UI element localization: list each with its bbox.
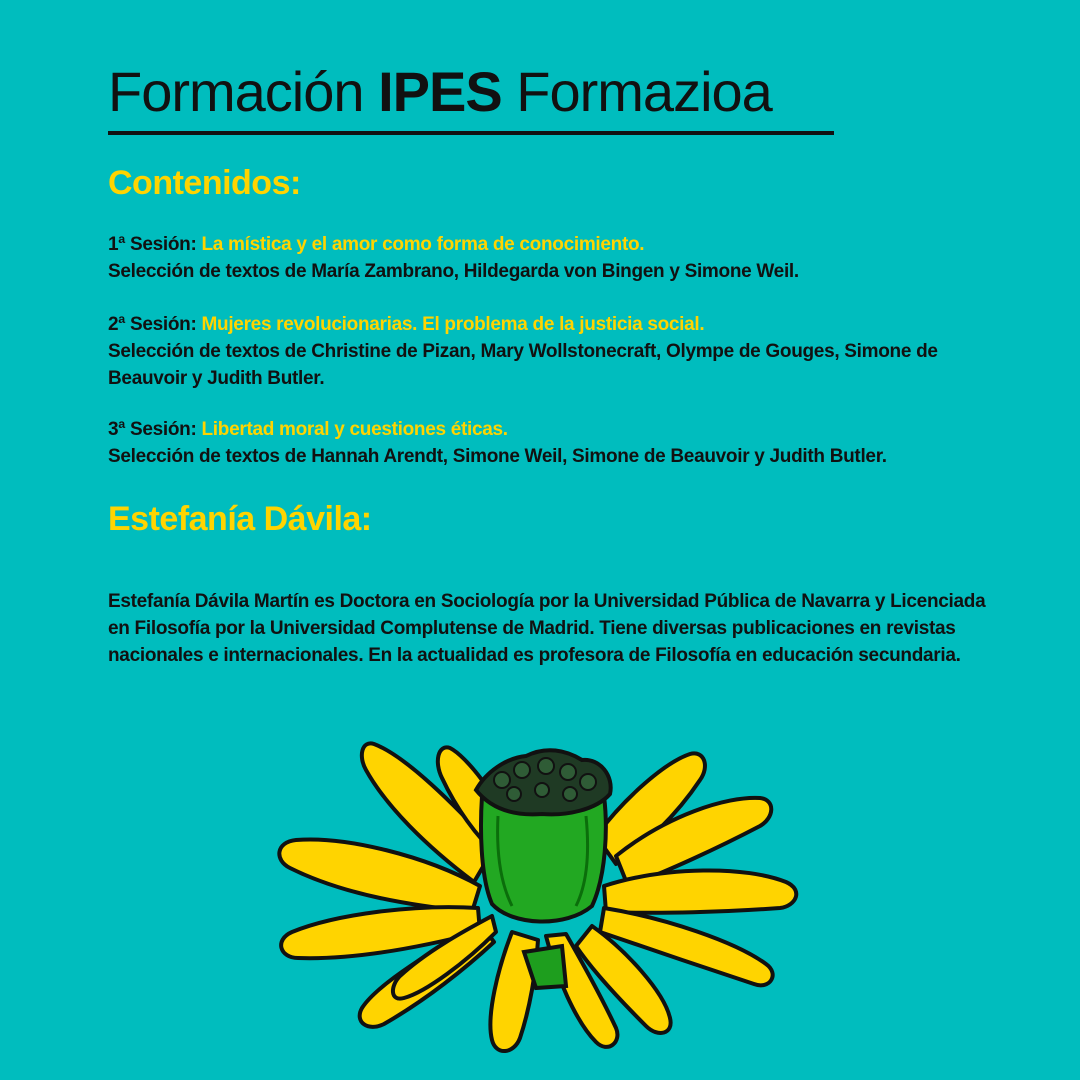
yellow-flower-illustration xyxy=(266,736,814,1066)
session-3 xyxy=(108,416,988,470)
session-description: Selección de textos de Hannah Arendt, Simone Weil, Simone de Beauvoir y Judith Butler. xyxy=(108,446,887,467)
session-topic: La mística y el amor como forma de conocimiento. xyxy=(201,234,645,255)
session-2 xyxy=(108,311,988,392)
session-topic: Mujeres revolucionarias. El problema de la justicia social. xyxy=(201,314,705,335)
title-part-basque: Formazioa xyxy=(516,60,772,123)
session-label: 2ª Sesión: xyxy=(108,314,197,335)
page-title xyxy=(108,58,772,126)
session-description: Selección de textos de María Zambrano, Hildegarda von Bingen y Simone Weil. xyxy=(108,261,799,282)
title-part-spanish: Formación xyxy=(108,60,364,123)
contents-heading: Contenidos: xyxy=(108,164,301,202)
author-bio: Estefanía Dávila Martín es Doctora en Sociología por la Universidad Pública de Navarra y Licenciada en Filosofía por la Universidad Complutense de Madrid. Tiene diversas publicaciones en revistas nacionales e internacionales. En la actualidad es profesora de Filosofía en educación secundaria. xyxy=(108,591,986,666)
session-label: 3ª Sesión: xyxy=(108,419,197,440)
session-label: 1ª Sesión: xyxy=(108,234,197,255)
title-underline xyxy=(108,131,834,135)
session-description: Selección de textos de Christine de Pizan, Mary Wollstonecraft, Olympe de Gouges, Simone de Beauvoir y Judith Butler. xyxy=(108,341,938,389)
session-topic: Libertad moral y cuestiones éticas. xyxy=(201,419,508,440)
author-heading: Estefanía Dávila: xyxy=(108,500,372,538)
session-1 xyxy=(108,231,988,285)
title-part-ipes: IPES xyxy=(378,60,502,123)
